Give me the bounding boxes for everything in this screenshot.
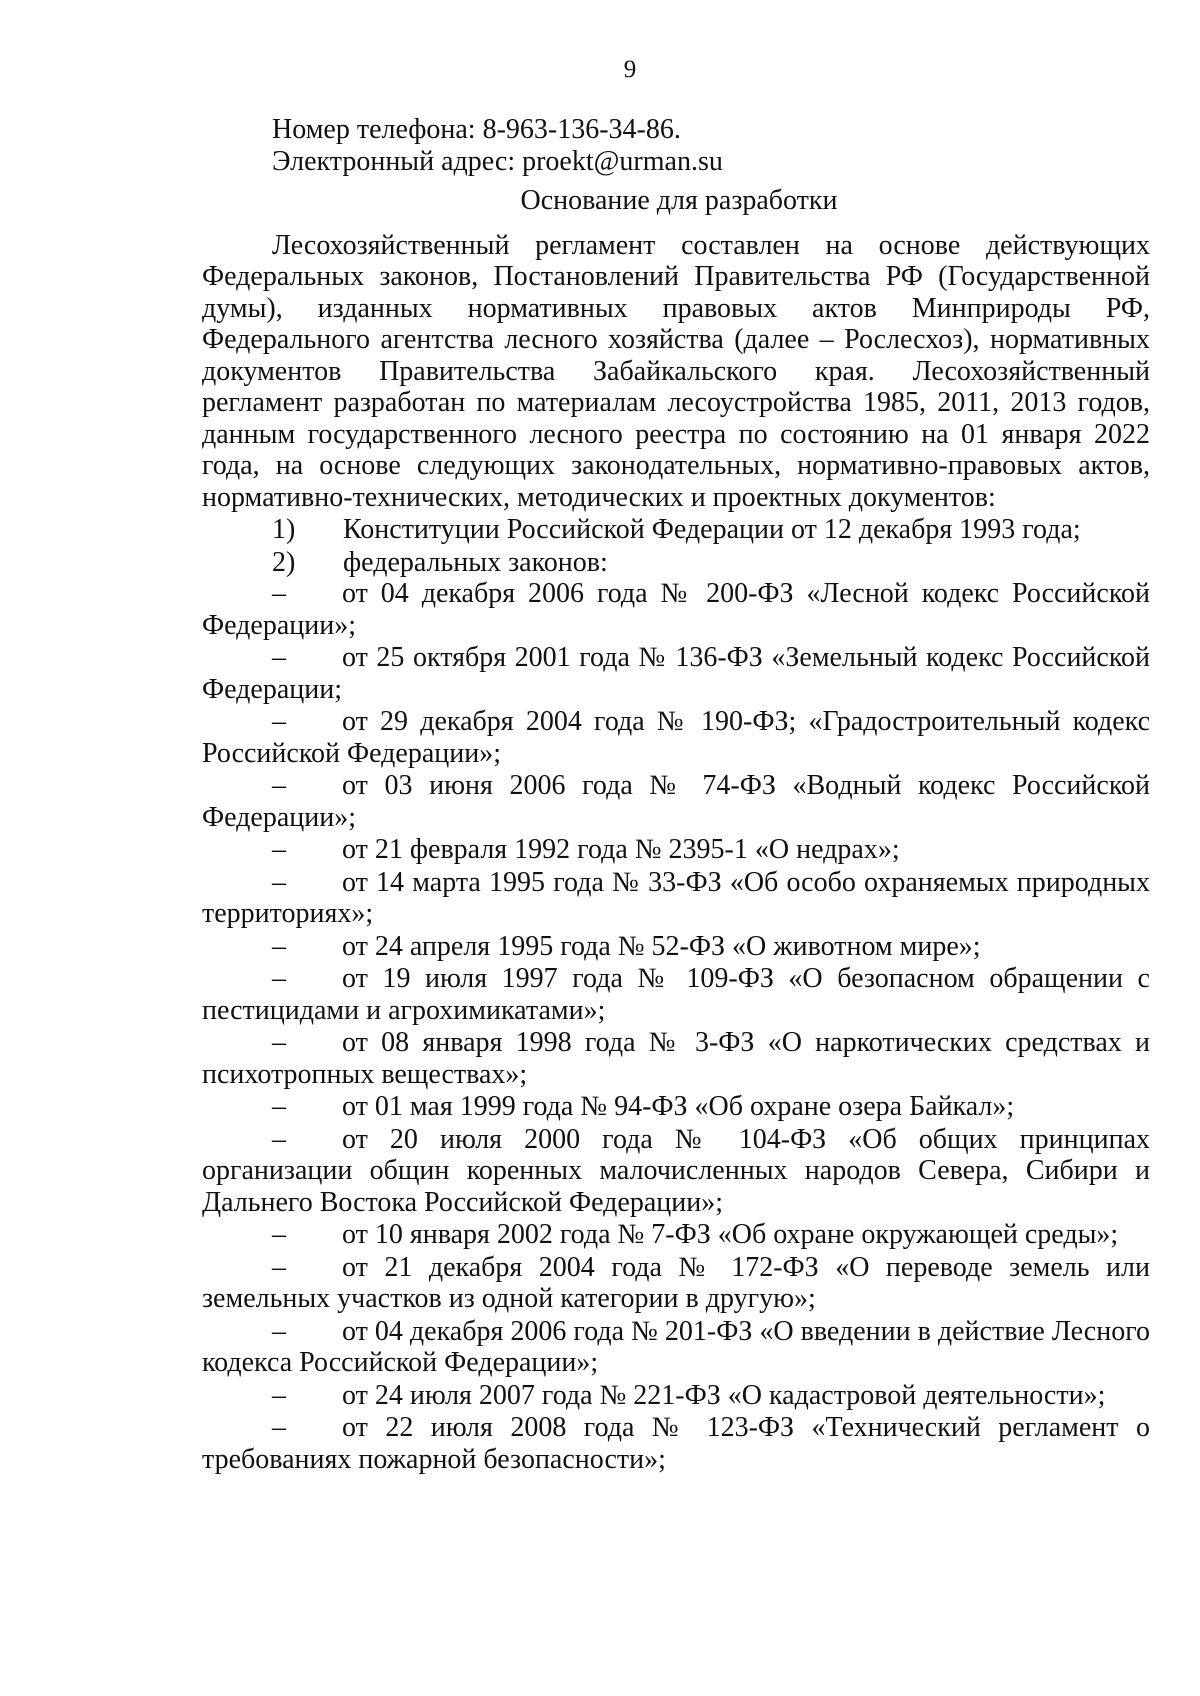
list-dash: – [272, 1412, 286, 1443]
law-item [202, 1316, 1150, 1379]
list-dash: – [272, 930, 286, 962]
law-item-text: от 03 июня 2006 года № 74-ФЗ «Водный кодекс Российской Федерации»; [202, 770, 1150, 833]
page-number: 9 [623, 56, 637, 83]
law-item [202, 1027, 1150, 1090]
law-item-text: от 29 декабря 2004 года № 190-ФЗ; «Градостроительный кодекс Российской Федерации»; [202, 706, 1150, 769]
law-item-text: от 19 июля 1997 года № 109-ФЗ «О безопасном обращении с пестицидами и агрохимикатами»; [202, 963, 1150, 1026]
list-dash: – [272, 706, 286, 737]
list-dash: – [272, 770, 286, 801]
law-item [202, 834, 1150, 866]
list-dash: – [272, 866, 286, 898]
law-item [202, 1252, 1150, 1315]
list-dash: – [272, 1219, 286, 1250]
numbered-item [202, 514, 1150, 546]
law-item [202, 1124, 1150, 1219]
list-dash: – [272, 1379, 286, 1411]
law-item [202, 1380, 1150, 1412]
law-item-text: от 10 января 2002 года № 7-ФЗ «Об охране окружающей среды»; [342, 1219, 1119, 1250]
law-item-text: от 14 марта 1995 года № 33-ФЗ «Об особо охраняемых природных территориях»; [202, 866, 1150, 929]
law-item-text: от 21 февраля 1992 года № 2395-1 «О недрах»; [342, 834, 900, 865]
law-item-text: от 21 декабря 2004 года № 172-ФЗ «О переводе земель или земельных участков из одной категории в другую»; [202, 1251, 1150, 1314]
law-item [202, 642, 1150, 705]
law-item-text: от 24 июля 2007 года № 221-ФЗ «О кадастровой деятельности»; [342, 1379, 1106, 1411]
law-item [202, 770, 1150, 833]
numbered-item [202, 547, 1150, 579]
list-dash: – [272, 1027, 286, 1058]
list-dash: – [272, 642, 286, 673]
law-item [202, 963, 1150, 1026]
document-body [202, 114, 1150, 1476]
numbered-item-marker: 2) [272, 546, 296, 578]
list-dash: – [272, 1315, 286, 1347]
law-item-text: от 08 января 1998 года № 3-ФЗ «О наркотических средствах и психотропных веществах»; [202, 1027, 1150, 1090]
numbered-item-text: Конституции Российской Федерации от 12 декабря 1993 года; [343, 514, 1081, 545]
law-item [202, 1412, 1150, 1475]
law-item-text: от 20 июля 2000 года № 104-ФЗ «Об общих принципах организации общин коренных малочисленных народов Севера, Сибири и Дальнего Востока Российской Федерации»; [202, 1123, 1150, 1218]
numbered-item-text: федеральных законов: [343, 546, 608, 578]
law-item-text: от 25 октября 2001 года № 136-ФЗ «Земельный кодекс Российской Федерации; [202, 642, 1150, 705]
law-item-text: от 04 декабря 2006 года № 201-ФЗ «О введении в действие Лесного кодекса Российской Федерации»; [202, 1315, 1150, 1378]
law-item [202, 867, 1150, 930]
contact-email: Электронный адрес: proekt@urman.su [272, 145, 723, 177]
list-dash: – [272, 1123, 286, 1155]
law-item [202, 578, 1150, 641]
law-item [202, 706, 1150, 769]
law-item-text: от 04 декабря 2006 года № 200-ФЗ «Лесной кодекс Российской Федерации»; [202, 578, 1150, 641]
numbered-item-marker: 1) [272, 514, 296, 545]
list-dash: – [272, 1091, 286, 1122]
law-item-text: от 24 апреля 1995 года № 52-ФЗ «О животном мире»; [342, 930, 981, 962]
section-heading: Основание для разработки [520, 185, 838, 216]
list-dash: – [272, 963, 286, 994]
law-item [202, 1219, 1150, 1251]
law-item [202, 931, 1150, 963]
list-dash: – [272, 1251, 286, 1283]
intro-paragraph: Лесохозяйственный регламент составлен на основе действующих Федеральных законов, Постановлений Правительства РФ (Государственной думы), изданных нормативных правовых актов Минприроды РФ, Федерального агентства лесного хозяйства (далее – Рослесхоз), нормативных документов Правительства Забайкальского края. Лесохозяйственный регламент разработан по материалам лесоустройства 1985, 2011, 2013 годов, данным государственного лесного реестра по состоянию на 01 января 2022 года, на основе следующих законодательных, нормативно-правовых актов, нормативно-технических, методических и проектных документов: [202, 229, 1150, 513]
list-dash: – [272, 834, 286, 865]
law-item [202, 1091, 1150, 1123]
list-dash: – [272, 578, 286, 609]
contact-phone: Номер телефона: 8-963-136-34-86. [272, 114, 681, 145]
law-item-text: от 01 мая 1999 года № 94-ФЗ «Об охране озера Байкал»; [342, 1091, 1015, 1122]
federal-laws-list [202, 578, 1150, 1475]
law-item-text: от 22 июля 2008 года № 123-ФЗ «Технический регламент о требованиях пожарной безопасности»; [202, 1412, 1150, 1475]
